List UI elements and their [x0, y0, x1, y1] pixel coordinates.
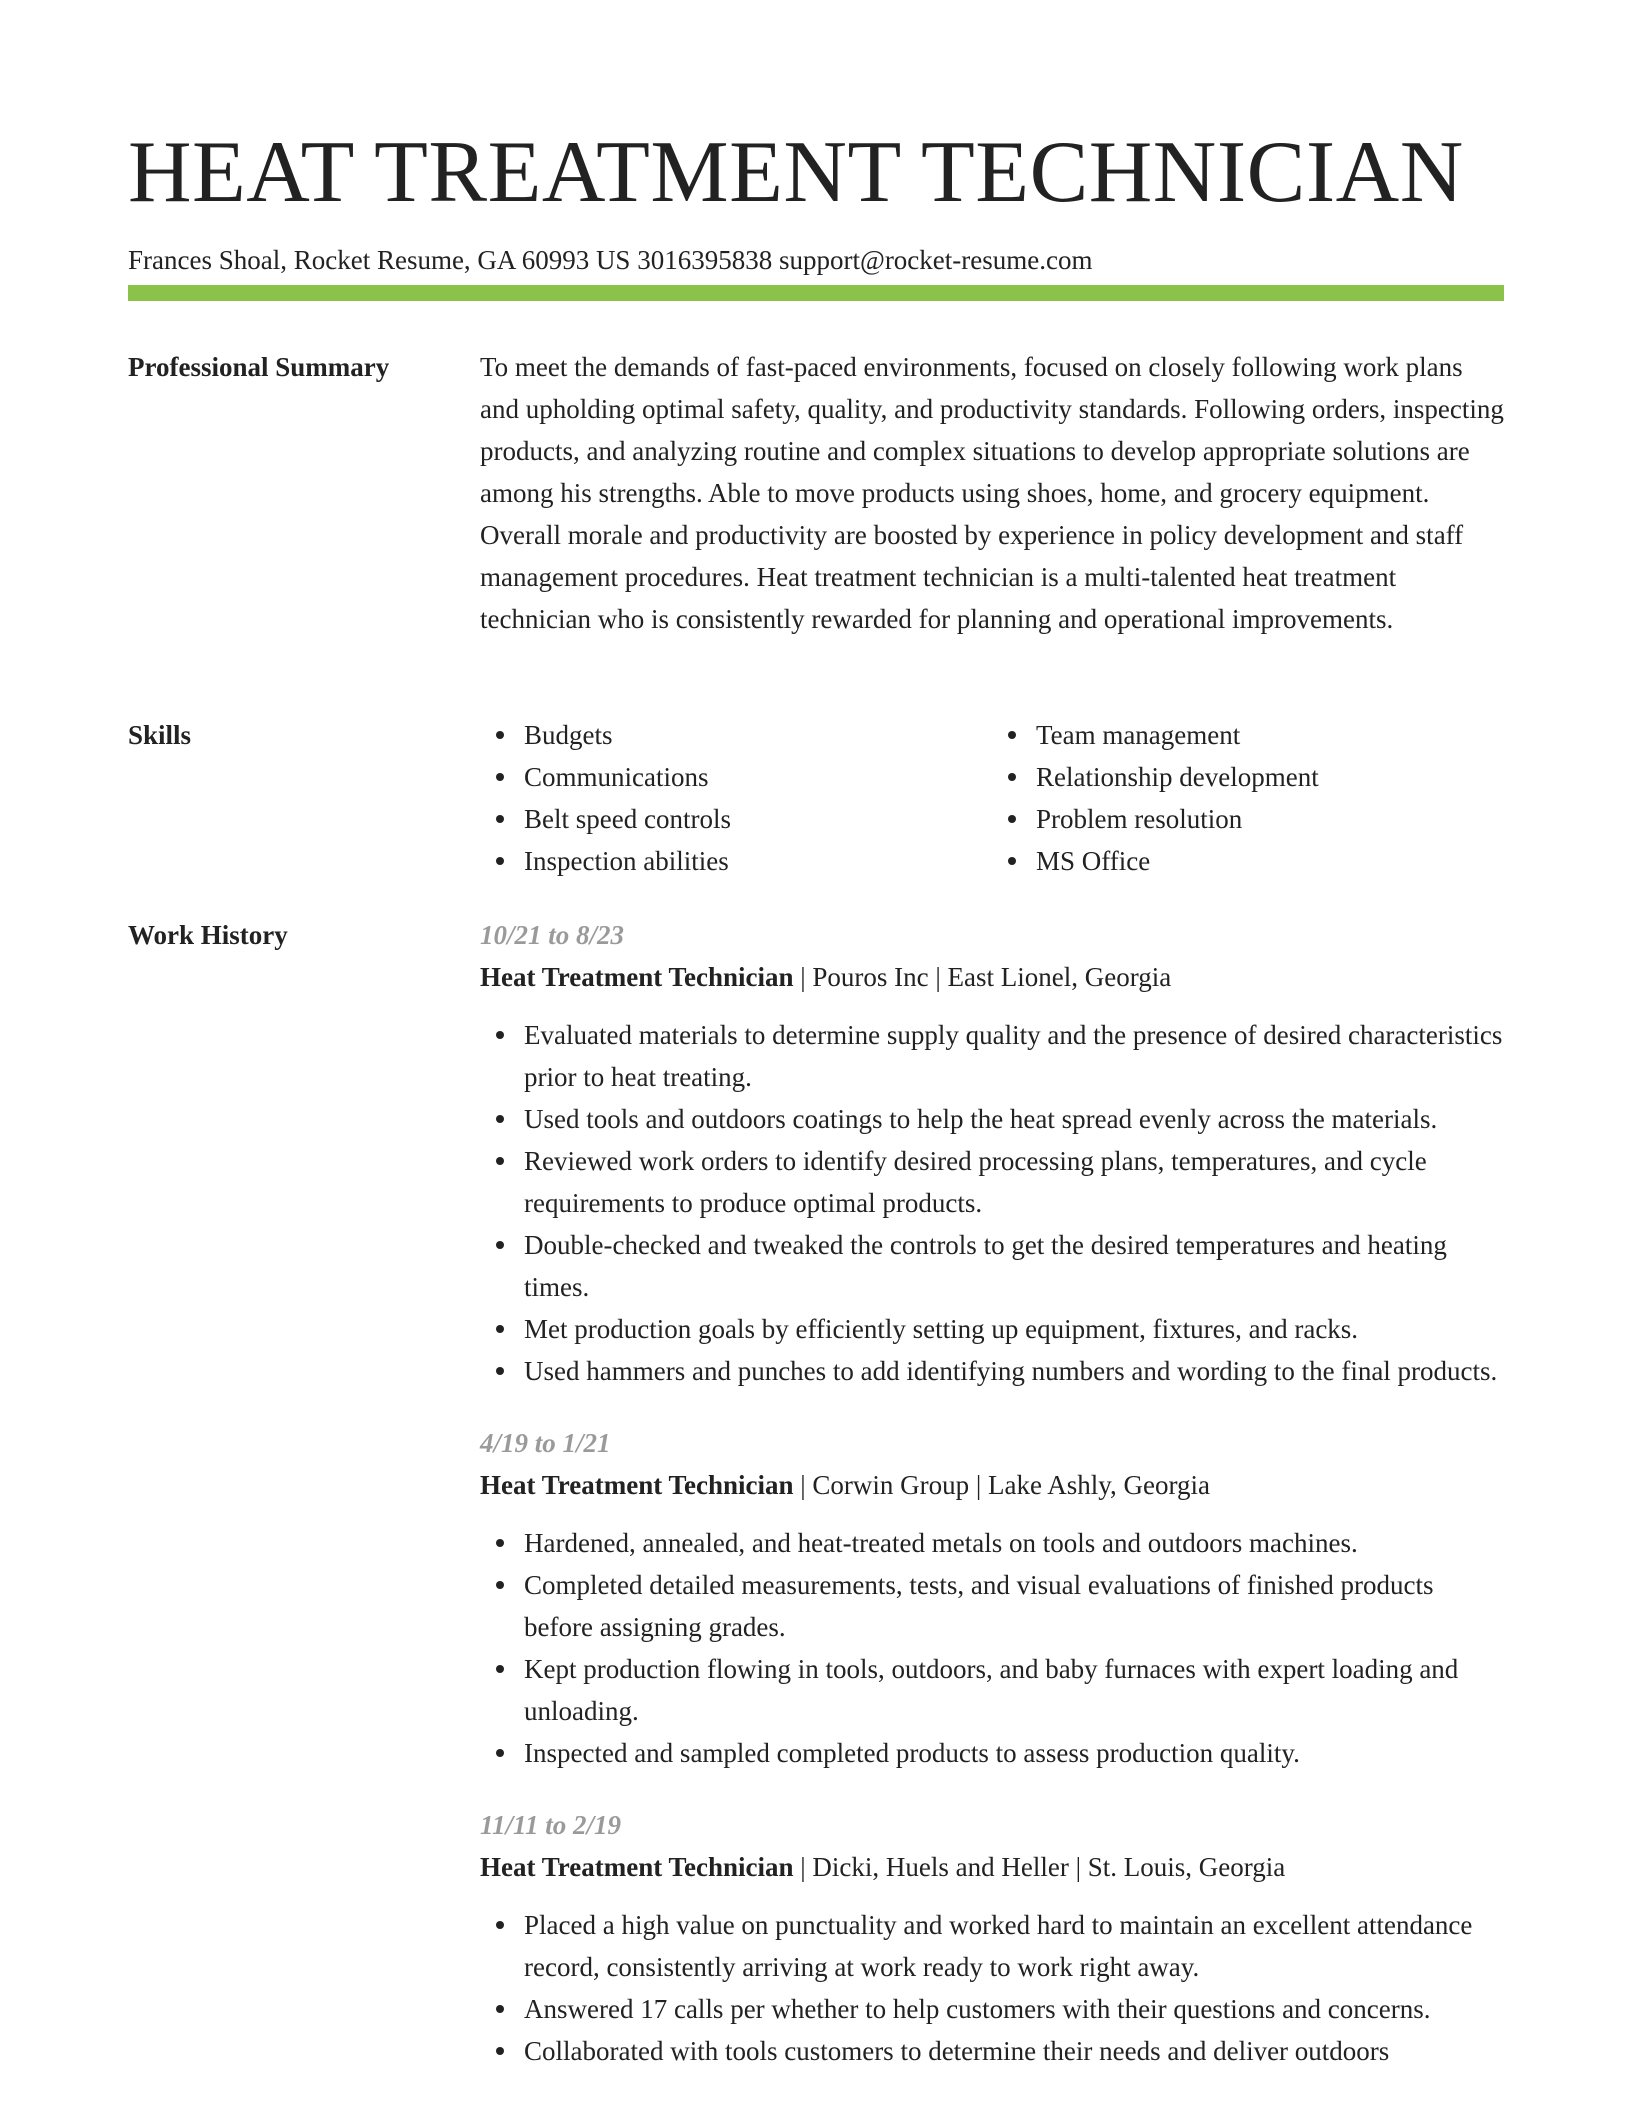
job-heading: [480, 1846, 1504, 1888]
job-heading: [480, 956, 1504, 998]
job-bullet: Used tools and outdoors coatings to help the heat spread evenly across the materials.: [524, 1098, 1504, 1140]
job-bullet: Reviewed work orders to identify desired processing plans, temperatures, and cycle requirements to produce optimal products.: [524, 1140, 1504, 1224]
job-bullets: [480, 1522, 1504, 1774]
job-bullets: [480, 1904, 1504, 2072]
job-heading: [480, 1464, 1504, 1506]
work-history-body: [480, 914, 1504, 2102]
summary-heading: Professional Summary: [128, 352, 390, 382]
resume-title: HEAT TREATMENT TECHNICIAN: [128, 124, 1464, 221]
skill-item: Problem resolution: [1036, 798, 1504, 840]
job-details: | Dicki, Huels and Heller | St. Louis, Georgia: [793, 1852, 1286, 1882]
summary-text: To meet the demands of fast-paced environments, focused on closely following work plans and upholding optimal safety, quality, and productivity standards. Following orders, inspecting products, and analyzing routine and complex situations to develop appropriate solutions are among his strengths. Able to move products using shoes, home, and grocery equipment. Overall morale and productivity are boosted by experience in policy development and staff management procedures. Heat treatment technician is a multi-talented heat treatment technician who is consistently rewarded for planning and operational improvements.: [480, 352, 1504, 634]
resume-header: [128, 118, 1504, 278]
skill-item: Communications: [524, 756, 992, 798]
skills-body: [480, 714, 1504, 882]
job-bullet: Met production goals by efficiently setting up equipment, fixtures, and racks.: [524, 1308, 1504, 1350]
skill-item: Inspection abilities: [524, 840, 992, 882]
job-bullet: Answered 17 calls per whether to help customers with their questions and concerns.: [524, 1988, 1504, 2030]
job-dates: 10/21 to 8/23: [480, 920, 625, 950]
job-title: Heat Treatment Technician: [480, 1852, 794, 1882]
job-bullets: [480, 1014, 1504, 1392]
job-bullet: Completed detailed measurements, tests, and visual evaluations of finished products before assigning grades.: [524, 1564, 1504, 1648]
accent-divider: [128, 285, 1504, 301]
job-bullet: Kept production flowing in tools, outdoors, and baby furnaces with expert loading and unloading.: [524, 1648, 1504, 1732]
skill-item: Team management: [1036, 714, 1504, 756]
job-bullet: Collaborated with tools customers to determine their needs and deliver outdoors: [524, 2030, 1504, 2072]
job-details: | Corwin Group | Lake Ashly, Georgia: [793, 1470, 1210, 1500]
job-dates: 4/19 to 1/21: [480, 1428, 611, 1458]
skills-left-list: [480, 714, 992, 882]
contact-info: Frances Shoal, Rocket Resume, GA 60993 US 3016395838 support@rocket-resume.com: [128, 245, 1093, 275]
job-title: Heat Treatment Technician: [480, 962, 794, 992]
job-entry: [480, 1804, 1504, 2072]
job-details: | Pouros Inc | East Lionel, Georgia: [793, 962, 1172, 992]
job-title: Heat Treatment Technician: [480, 1470, 794, 1500]
job-dates: 11/11 to 2/19: [480, 1810, 622, 1840]
summary-body: [480, 346, 1504, 640]
skill-item: Relationship development: [1036, 756, 1504, 798]
job-entry: [480, 914, 1504, 1392]
job-entry: [480, 1422, 1504, 1774]
skills-heading: Skills: [128, 720, 192, 750]
job-bullet: Evaluated materials to determine supply quality and the presence of desired characteristics prior to heat treating.: [524, 1014, 1504, 1098]
job-bullet: Placed a high value on punctuality and worked hard to maintain an excellent attendance record, consistently arriving at work ready to work right away.: [524, 1904, 1504, 1988]
work-history-heading: Work History: [128, 920, 288, 950]
skill-item: Belt speed controls: [524, 798, 992, 840]
job-bullet: Used hammers and punches to add identifying numbers and wording to the final products.: [524, 1350, 1504, 1392]
job-bullet: Hardened, annealed, and heat-treated metals on tools and outdoors machines.: [524, 1522, 1504, 1564]
skill-item: MS Office: [1036, 840, 1504, 882]
skills-right-list: [992, 714, 1504, 882]
job-bullet: Inspected and sampled completed products to assess production quality.: [524, 1732, 1504, 1774]
job-bullet: Double-checked and tweaked the controls to get the desired temperatures and heating times.: [524, 1224, 1504, 1308]
skill-item: Budgets: [524, 714, 992, 756]
skills-columns: [480, 714, 1504, 882]
